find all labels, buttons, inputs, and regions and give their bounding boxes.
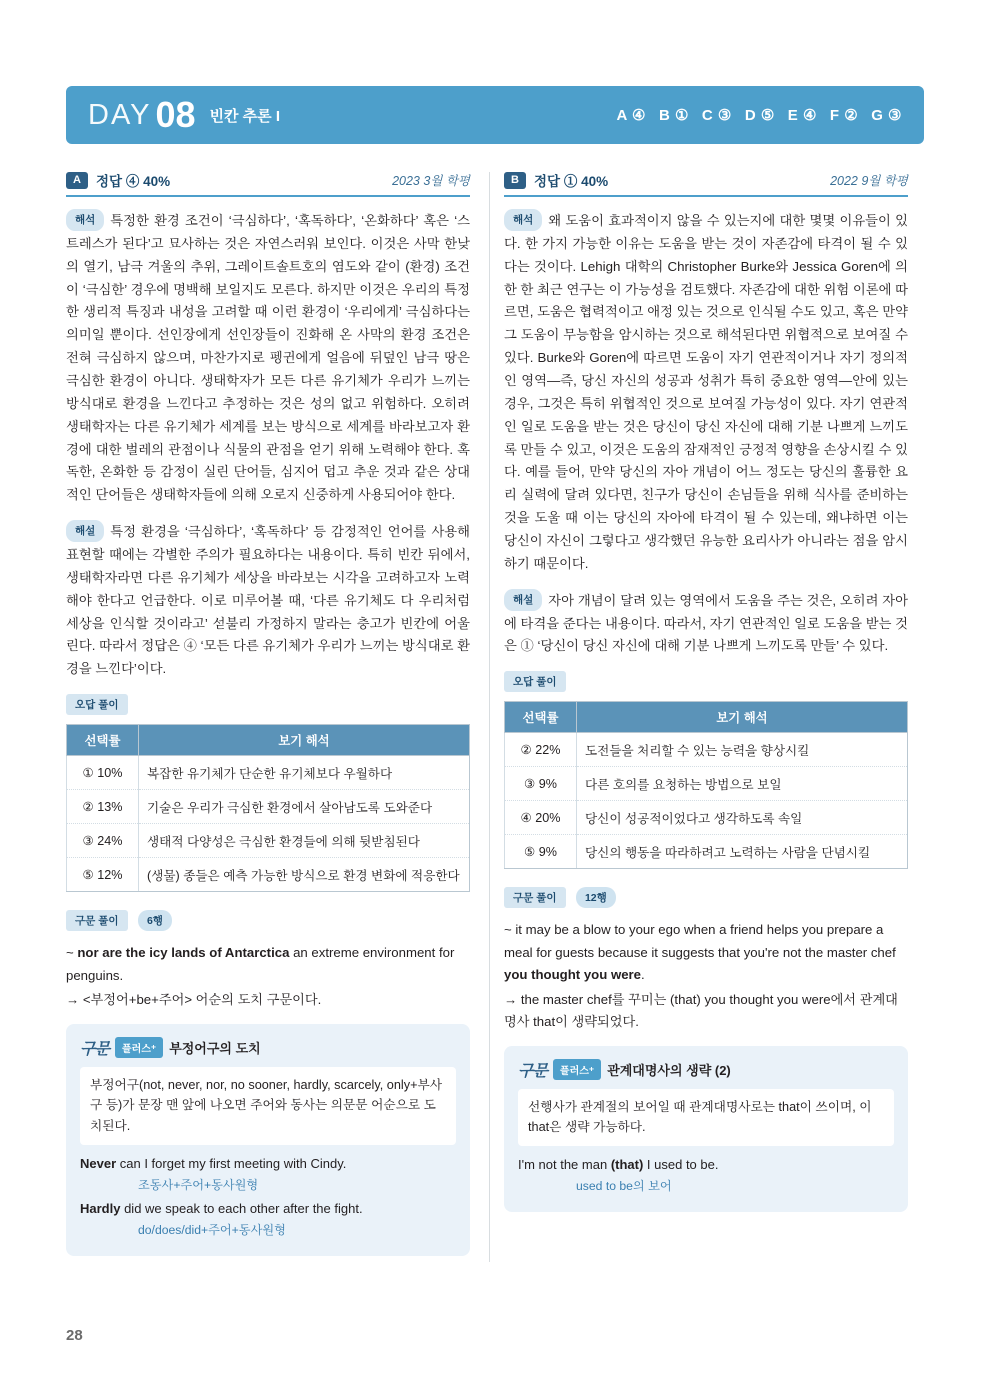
structure-sentence-pre: ~ it may be a blow to your ego when a friend helps you prepare a meal for guests because it suggests that you're not the master chef: [504, 922, 896, 960]
structure-line-count: 6행: [138, 910, 172, 931]
structure-sentence-bold: nor are the icy lands of Antarctica: [77, 945, 290, 961]
choice-rate: ① 10%: [67, 756, 139, 790]
answer-key-list: [617, 106, 902, 124]
translation-paragraph: [504, 209, 908, 576]
grammar-plus-box: [66, 1024, 470, 1256]
choice-rate: ⑤ 9%: [505, 835, 577, 869]
grammar-plus-title: 부정어구의 도치: [169, 1040, 261, 1056]
choice-text: 다른 호의를 요청하는 방법으로 보일: [577, 767, 908, 801]
section-source: 2023 3월 학평: [392, 174, 470, 188]
col-header-rate: 선택률: [67, 725, 139, 756]
structure-label: 구문 풀이: [504, 887, 566, 908]
answer-key-item: B ①: [658, 107, 689, 124]
grammar-plus-title: 관계대명사의 생략 (2): [607, 1062, 731, 1078]
answer-key-item: E ④: [787, 107, 817, 124]
section-badge: A: [66, 172, 88, 189]
grammar-example-note: do/does/did+주어+동사원형: [138, 1222, 286, 1237]
translation-text: 왜 도움이 효과적이지 않을 수 있는지에 대한 몇몇 이유들이 있다. 한 가지 가능한 이유는 도움을 받는 것이 자존감에 타격이 될 수 있다는 것이다. Lehigh 대학의 Christopher Burke와 Jessica Goren에 의한 한 최근 연구는 이 가능성을 검토했다. 자존감에 대한 위험 이론에 따르면, 도움은 협력적이고 애정 있는 것으로 인식될 수도 있고, 혹은 만약 그 도움이 무능함을 암시하는 것으로 해석된다면 위협적으로 보여질 수 있다. Burke와 Goren에 따르면 도움이 자기 연관적이거나 자기 정의적인 영역—즉, 당신 자신의 성공과 성취가 특히 중요한 영역—안에 있는 경우, 그것은 특히 위협적인 것으로 보여질 가능성이 있다. 자기 연관적인 일로 도움을 받는 것은 당신이 당신 자신에 대해 기분 나쁘게 느끼도록 만들 수 있고, 이것은 도움의 잠재적인 긍정적 영향을 손상시킬 수 있다. 예를 들어, 만약 당신의 자아 개념이 어느 정도는 당신의 훌륭한 요리 실력에 달려 있다면, 친구가 당신이 손님들을 위해 식사를 준비하는 것을 도울 때 이는 당신의 자아에 타격이 될 수 있는데, 왜냐하면 이는 당신이 자신이 그렇다고 생각했던 유능한 요리사가 아니라는 점을 암시하기 때문이다.: [504, 213, 908, 571]
day-number: 08: [155, 94, 196, 135]
section-answer: 정답 ④ 40%: [96, 174, 171, 189]
col-header-rate: 선택률: [505, 702, 577, 733]
choice-text: 당신이 성공적이었다고 생각하도록 속일: [577, 801, 908, 835]
grammar-example-pre: I'm not the man: [518, 1157, 611, 1173]
wrong-answers-section: [504, 671, 908, 869]
choice-text: 복잡한 유기체가 단순한 유기체보다 우월하다: [139, 756, 470, 790]
table-row: [67, 824, 470, 858]
choice-text: 생태적 다양성은 극심한 환경들에 의해 뒷받침된다: [139, 824, 470, 858]
structure-section: [66, 910, 470, 1011]
choice-rate: ② 22%: [505, 733, 577, 767]
grammar-plus-tag: 플러스⁺: [553, 1059, 601, 1080]
translation-tag: 해석: [66, 209, 104, 231]
translation-text: 특정한 환경 조건이 ‘극심하다’, ‘혹독하다’, ‘온화하다’ 혹은 ‘스트레스가 된다’고 묘사하는 것은 자연스러워 보인다. 이것은 사막 한낮의 열기, 남극 겨울의 추위, 그레이트솔트호의 염도와 같이 (환경) 조건이 ‘극심한’ 경우에 명백해 보일지도 모른다. 하지만 이것은 우리의 특정한 생리적 특징과 내성을 고려할 때 이런 환경이 ‘우리에게’ 극심하다는 의미일 뿐이다. 선인장에게 선인장들이 진화해 온 사막의 환경 조건은 전혀 극심하지 않으며, 마찬가지로 펭귄에게 얼음에 뒤덮인 남극 땅은 극심한 환경이 아니다. 생태학자가 모든 다른 유기체가 우리가 느끼는 방식대로 환경을 느낀다고 추정하는 것은 성의 없고 위험하다. 오히려 생태학자는 다른 유기체가 세계를 보는 방식으로 세계를 바라보고자 환경에 대한 벌레의 관점이나 식물의 관점을 얻기 위해 노력해야 한다. 혹독한, 온화한 등 감정이 실린 단어들, 심지어 덥고 추운 것과 같은 상대적인 단어들은 생태학자들에 의해 오로지 신중하게 사용되어야 한다.: [66, 213, 470, 503]
column-divider: [489, 172, 490, 1262]
grammar-plus-korean-label: 구문: [80, 1040, 109, 1058]
day-word: DAY: [88, 98, 152, 131]
wrong-answers-section: [66, 694, 470, 892]
structure-sentence-post: .: [641, 967, 645, 983]
day-subtitle: 빈칸 추론 I: [209, 107, 280, 125]
table-row: [67, 858, 470, 892]
table-row: [505, 733, 908, 767]
right-column: [504, 170, 908, 1212]
section-source: 2022 9월 학평: [830, 174, 908, 188]
grammar-plus-body: 부정어구(not, never, nor, no sooner, hardly, scarcely, only+부사구 등)가 문장 맨 앞에 나오면 주어와 동사는 의문문 어순으로 도치된다.: [80, 1067, 456, 1146]
wrong-answers-table: [504, 701, 908, 869]
section-header-b: [504, 170, 908, 197]
grammar-example-rest: I used to be.: [643, 1157, 719, 1173]
translation-tag: 해석: [504, 209, 542, 231]
col-header-translation: 보기 해석: [139, 725, 470, 756]
grammar-plus-korean-label: 구문: [518, 1062, 547, 1080]
grammar-example: [80, 1154, 456, 1175]
grammar-plus-box: [504, 1046, 908, 1213]
table-row: [67, 756, 470, 790]
structure-section: [504, 887, 908, 1033]
structure-explanation: → <부정어+be+주어> 어순의 도치 구문이다.: [66, 992, 322, 1008]
table-row: [67, 790, 470, 824]
wrong-answers-label: 오답 풀이: [504, 671, 566, 692]
choice-rate: ⑤ 12%: [67, 858, 139, 892]
explanation-text: 특정 환경을 ‘극심하다’, ‘혹독하다’ 등 감정적인 언어를 사용해 표현할 때에는 각별한 주의가 필요하다는 내용이다. 특히 빈칸 뒤에서, 생태학자라면 다른 유기체가 세상을 바라보는 시각을 고려하고자 노력해야 한다고 언급한다. 이로 미루어볼 때, ‘다른 유기체도 다 우리처럼 세상을 인식할 것이라고’ 섣불리 가정하지 말라는 충고가 빈칸에 어울린다. 따라서 정답은 ④ ‘모든 다른 유기체가 우리가 느끼는 방식대로 환경을 느낀다’이다.: [66, 524, 470, 677]
table-header-row: [67, 725, 470, 756]
answer-key-item: D ⑤: [744, 107, 775, 124]
table-row: [505, 767, 908, 801]
table-header-row: [505, 702, 908, 733]
grammar-plus-tag: 플러스⁺: [115, 1037, 163, 1058]
answer-key-item: A ④: [616, 107, 646, 124]
grammar-example-keyword: (that): [610, 1157, 644, 1173]
wrong-answers-label: 오답 풀이: [66, 694, 128, 715]
explanation-tag: 해설: [66, 520, 104, 542]
choice-rate: ③ 9%: [505, 767, 577, 801]
answer-key-item: C ③: [701, 107, 732, 124]
structure-sentence: [504, 919, 908, 986]
explanation-paragraph: [504, 589, 908, 659]
structure-sentence-post: an extreme environment for penguins.: [66, 945, 455, 983]
section-badge: B: [504, 172, 526, 189]
choice-rate: ② 13%: [67, 790, 139, 824]
col-header-translation: 보기 해석: [577, 702, 908, 733]
choice-text: 기술은 우리가 극심한 환경에서 살아남도록 도와준다: [139, 790, 470, 824]
structure-line-count: 12행: [576, 887, 616, 908]
choice-text: 도전들을 처리할 수 있는 능력을 향상시킬: [577, 733, 908, 767]
structure-label: 구문 풀이: [66, 910, 128, 931]
section-header-a: [66, 170, 470, 197]
grammar-example-note: 조동사+주어+동사원형: [138, 1178, 259, 1193]
grammar-example-keyword: Hardly: [80, 1201, 121, 1217]
day-header: [66, 86, 924, 144]
grammar-example-rest: can I forget my first meeting with Cindy.: [116, 1156, 347, 1172]
grammar-example: [518, 1155, 894, 1176]
answer-key-item: F ②: [829, 107, 859, 124]
translation-paragraph: [66, 209, 470, 507]
structure-sentence-bold: you thought you were: [504, 967, 642, 983]
left-column: [66, 170, 470, 1256]
choice-text: (생물) 종들은 예측 가능한 방식으로 환경 변화에 적응한다: [139, 858, 470, 892]
section-answer: 정답 ① 40%: [534, 174, 609, 189]
choice-rate: ④ 20%: [505, 801, 577, 835]
choice-rate: ③ 24%: [67, 824, 139, 858]
choice-text: 당신의 행동을 따라하려고 노력하는 사람을 단념시킬: [577, 835, 908, 869]
explanation-text: 자아 개념이 달려 있는 영역에서 도움을 주는 것은, 오히려 자아에 타격을 준다는 내용이다. 따라서, 자기 연관적인 일로 도움을 받는 것은 ① ‘당신이 당신 자신에 대해 기분 나쁘게 느끼도록 만들’ 수 있다.: [504, 592, 908, 654]
answer-key-item: G ③: [871, 107, 902, 124]
grammar-plus-body: 선행사가 관계절의 보어일 때 관계대명사로는 that이 쓰이며, 이 that은 생략 가능하다.: [518, 1089, 894, 1147]
structure-explanation: → the master chef를 꾸미는 (that) you thought you were에서 관계대명사 that이 생략되었다.: [504, 991, 898, 1030]
explanation-tag: 해설: [504, 589, 542, 611]
grammar-example-keyword: Never: [80, 1156, 117, 1172]
grammar-plus-header: [518, 1058, 894, 1081]
grammar-plus-header: [80, 1036, 456, 1059]
structure-sentence: [66, 942, 470, 987]
table-row: [505, 801, 908, 835]
explanation-paragraph: [66, 520, 470, 681]
grammar-example-note: used to be의 보어: [576, 1179, 672, 1194]
structure-sentence-pre: ~: [66, 945, 78, 961]
page-number: 28: [66, 1327, 83, 1344]
wrong-answers-table: [66, 724, 470, 892]
table-row: [505, 835, 908, 869]
grammar-example-rest: did we speak to each other after the fight.: [120, 1201, 363, 1217]
grammar-example: [80, 1199, 456, 1220]
